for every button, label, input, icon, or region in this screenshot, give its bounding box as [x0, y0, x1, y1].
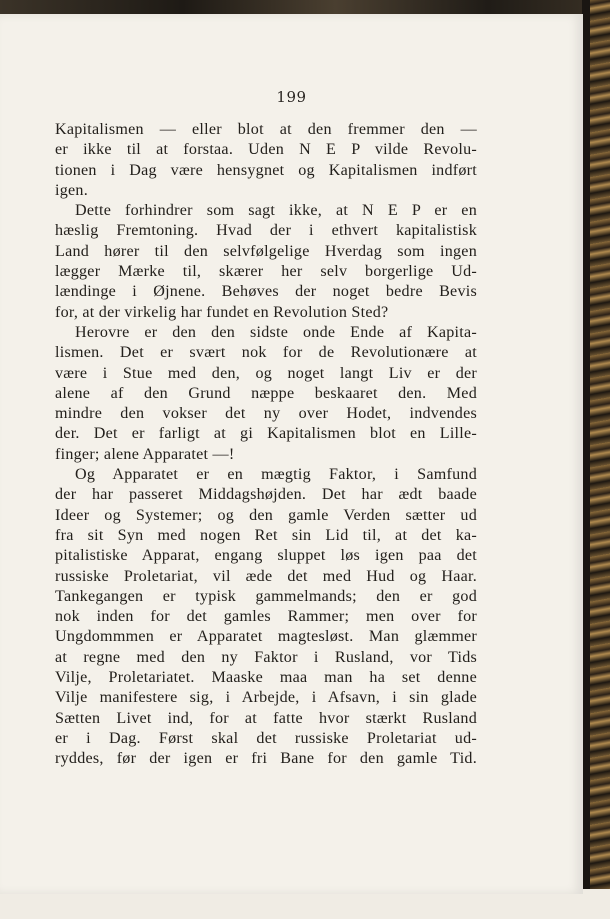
text-line: er i Dag. Først skal det russiske Proletariat ud- — [55, 729, 477, 747]
text-line: Dette forhindrer som sagt ikke, at N E P er en — [75, 202, 477, 220]
book-page — [0, 14, 583, 894]
text-line: at regne med den ny Faktor i Rusland, vor Tids — [55, 648, 477, 666]
text-line: russiske Proletariat, vil æde det med Hud og Haar. — [55, 567, 477, 585]
text-line: finger; alene Apparatet —! — [55, 445, 235, 463]
text-line: Og Apparatet er en mægtig Faktor, i Samfund — [75, 466, 477, 484]
text-line: nok inden for det gamles Rammer; men over for — [55, 608, 477, 626]
text-line: lismen. Det er svært nok for de Revolutionære at — [55, 344, 477, 362]
text-line: Kapitalismen — eller blot at den fremmer den — — [55, 121, 477, 138]
text-line: Ideer og Systemer; og den gamle Verden sætter ud — [55, 506, 477, 524]
text-line: hæslig Fremtoning. Hvad der i ethvert kapitalistisk — [55, 222, 477, 240]
text-line: Tankegangen er typisk gammelmands; den er god — [55, 587, 477, 605]
text-line: mindre den vokser det ny over Hodet, indvendes — [55, 405, 477, 423]
text-line: alene af den Grund næppe beskaaret den. Med — [55, 384, 477, 402]
text-line: der har passeret Middagshøjden. Det har ædt baade — [55, 486, 477, 504]
text-line: lægger Mærke til, skærer her selv borgerlige Ud- — [55, 263, 477, 281]
text-line: Land hører til den selvfølgelige Hverdag som ingen — [55, 242, 477, 260]
page-number: 199 — [276, 88, 307, 106]
text-line: fra sit Syn med nogen Ret sin Lid til, at det ka- — [55, 526, 477, 544]
text-line: Vilje, Proletariatet. Maaske maa man ha set denne — [55, 669, 477, 687]
text-line: Ungdommmen er Apparatet magtesløst. Man glæmmer — [55, 628, 477, 646]
text-line: pitalistiske Apparat, engang sluppet løs igen paa det — [55, 547, 477, 565]
text-line: være i Stue med den, og noget langt Liv er der — [55, 364, 477, 382]
text-line: Sætten Livet ind, for at fatte hvor stærkt Rusland — [55, 709, 477, 727]
body-text — [55, 120, 477, 770]
text-line: er ikke til at forstaa. Uden N E P vilde Revolu- — [55, 141, 477, 159]
text-line: for, at der virkelig har fundet en Revolution Sted? — [55, 303, 389, 321]
text-line: Vilje manifestere sig, i Arbejde, i Afsavn, i sin glade — [55, 689, 477, 707]
text-line: Herovre er den den sidste onde Ende af Kapita- — [75, 323, 477, 341]
text-line: lændinge i Øjnene. Behøves der noget bedre Bevis — [55, 283, 477, 301]
text-line: der. Det er farligt at gi Kapitalismen blot en Lille- — [55, 425, 477, 443]
text-line: tionen i Dag være hensygnet og Kapitalismen indført — [55, 161, 477, 179]
book-binding-edge — [582, 0, 610, 919]
text-line: ryddes, før der igen er fri Bane for den gamle Tid. — [55, 750, 477, 768]
text-line: igen. — [55, 181, 88, 199]
